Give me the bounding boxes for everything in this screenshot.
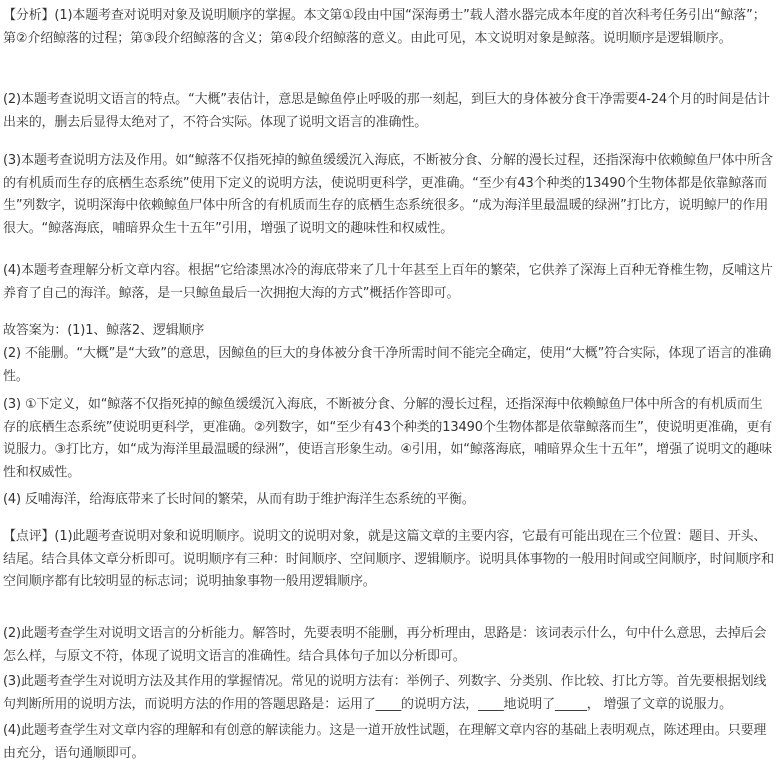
comment-part-2: (2)此题考查学生对说明文语言的分析能力。解答时，先要表明不能删，再分析理由，思路是：该词表示什么，句中什么意思，去掉后会怎么样，与原文不符，体现了说明文语言的准确性。结合具体句子加以分析即可。 xyxy=(3,626,767,664)
answer-part-4: (4) 反哺海洋，给海底带来了长时间的繁荣，从而有助于维护海洋生态系统的平衡。 xyxy=(3,492,475,507)
answer-part-3: (3) ①下定义，如“鲸落不仅指死掉的鲸鱼缓缓沉入海底，不断被分食、分解的漫长过程，还指深海中依赖鲸鱼尸体中所含的有机质而生存的底栖生态系统”使说明更科学，更准确。②列数字，如“至少有43个种类的13490个生物体都是依靠鲸落而生”，使说明更准确，更有说服力。③打比方，如“成为海洋里最温暖的绿洲”，使语言形象生动。④引用，如“鲸落海底，哺暗界众生十五年”，增强了说明文的趣味性和权威性。 xyxy=(3,397,773,480)
comment-part-1: 【点评】(1)此题考查说明对象和说明顺序。说明文的说明对象，就是这篇文章的主要内容，它最有可能出现在三个位置：题目、开头、结尾。结合具体文章分析即可。说明顺序有三种：时间顺序、空间顺序、逻辑顺序。说明具体事物的一般用时间或空间顺序，时间顺序和空间顺序都有比较明显的标志词；说明抽象事物一般用逻辑顺序。 xyxy=(3,529,775,589)
comment-part-4: (4)此题考查学生对文章内容的理解和有创意的解读能力。这是一道开放性试题，在理解文章内容的基础上表明观点，陈述理由。只要理由充分，语句通顺即可。 xyxy=(3,723,767,761)
analysis-part-4: (4)本题考查理解分析文章内容。根据“它给漆黑冰冷的海底带来了几十年甚至上百年的繁荣，它供养了深海上百种无脊椎生物，反哺这片养育了自己的海洋。鲸落，是一只鲸鱼最后一次拥抱大海的方式”概括作答即可。 xyxy=(3,263,773,301)
answer-part-1: 故答案为：(1)1、鲸落2、逻辑顺序 xyxy=(3,323,205,338)
analysis-part-1: 【分析】(1)本题考查对说明对象及说明顺序的掌握。本文第①段由中国“深海勇士”载人潜水器完成本年度的首次科考任务引出“鲸落”；第②介绍鲸落的过程；第③段介绍鲸落的含义；第④段介绍鲸落的意义。由此可见，本文说明对象是鲸落。说明顺序是逻辑顺序。 xyxy=(3,8,766,46)
answer-part-2: (2) 不能删。“大概”是“大致”的意思，因鲸鱼的巨大的身体被分食干净所需时间不能完全确定，使用“大概”符合实际，体现了语言的准确性。 xyxy=(3,346,772,384)
background-watermark: ​ xyxy=(147,120,153,160)
analysis-part-3: (3)本题考查说明方法及作用。如“鲸落不仅指死掉的鲸鱼缓缓沉入海底，不断被分食、分解的漫长过程，还指深海中依赖鲸鱼尸体中所含的有机质而生存的底栖生态系统”使用下定义的说明方法，使说明更科学，更准确。“至少有43个种类的13490个生物体都是依靠鲸落而生”列数字，说明深海中依赖鲸鱼尸体中所含的有机质而生存的底栖生态系统很多。“成为海洋里最温暖的绿洲”打比方，说明鲸尸的作用很大。“鲸落海底，哺暗界众生十五年”引用，增强了说明文的趣味性和权威性。 xyxy=(3,153,773,236)
analysis-part-2: (2)本题考查说明文语言的特点。“大概”表估计，意思是鲸鱼停止呼吸的那一刻起，到巨大的身体被分食干净需要4-24个月的时间是估计出来的，删去后显得太绝对了，不符合实际。体现了说明文语言的准确性。 xyxy=(3,92,770,130)
comment-part-3: (3)此题考查学生对说明方法及其作用的掌握情况。常见的说明方法有：举例子、列数字、分类别、作比较、打比方等。首先要根据划线句判断所用的说明方法，而说明方法的作用的答题思路是：运用了____的说明方法，____地说明了_____， 增强了文章的说服力。 xyxy=(3,674,767,712)
